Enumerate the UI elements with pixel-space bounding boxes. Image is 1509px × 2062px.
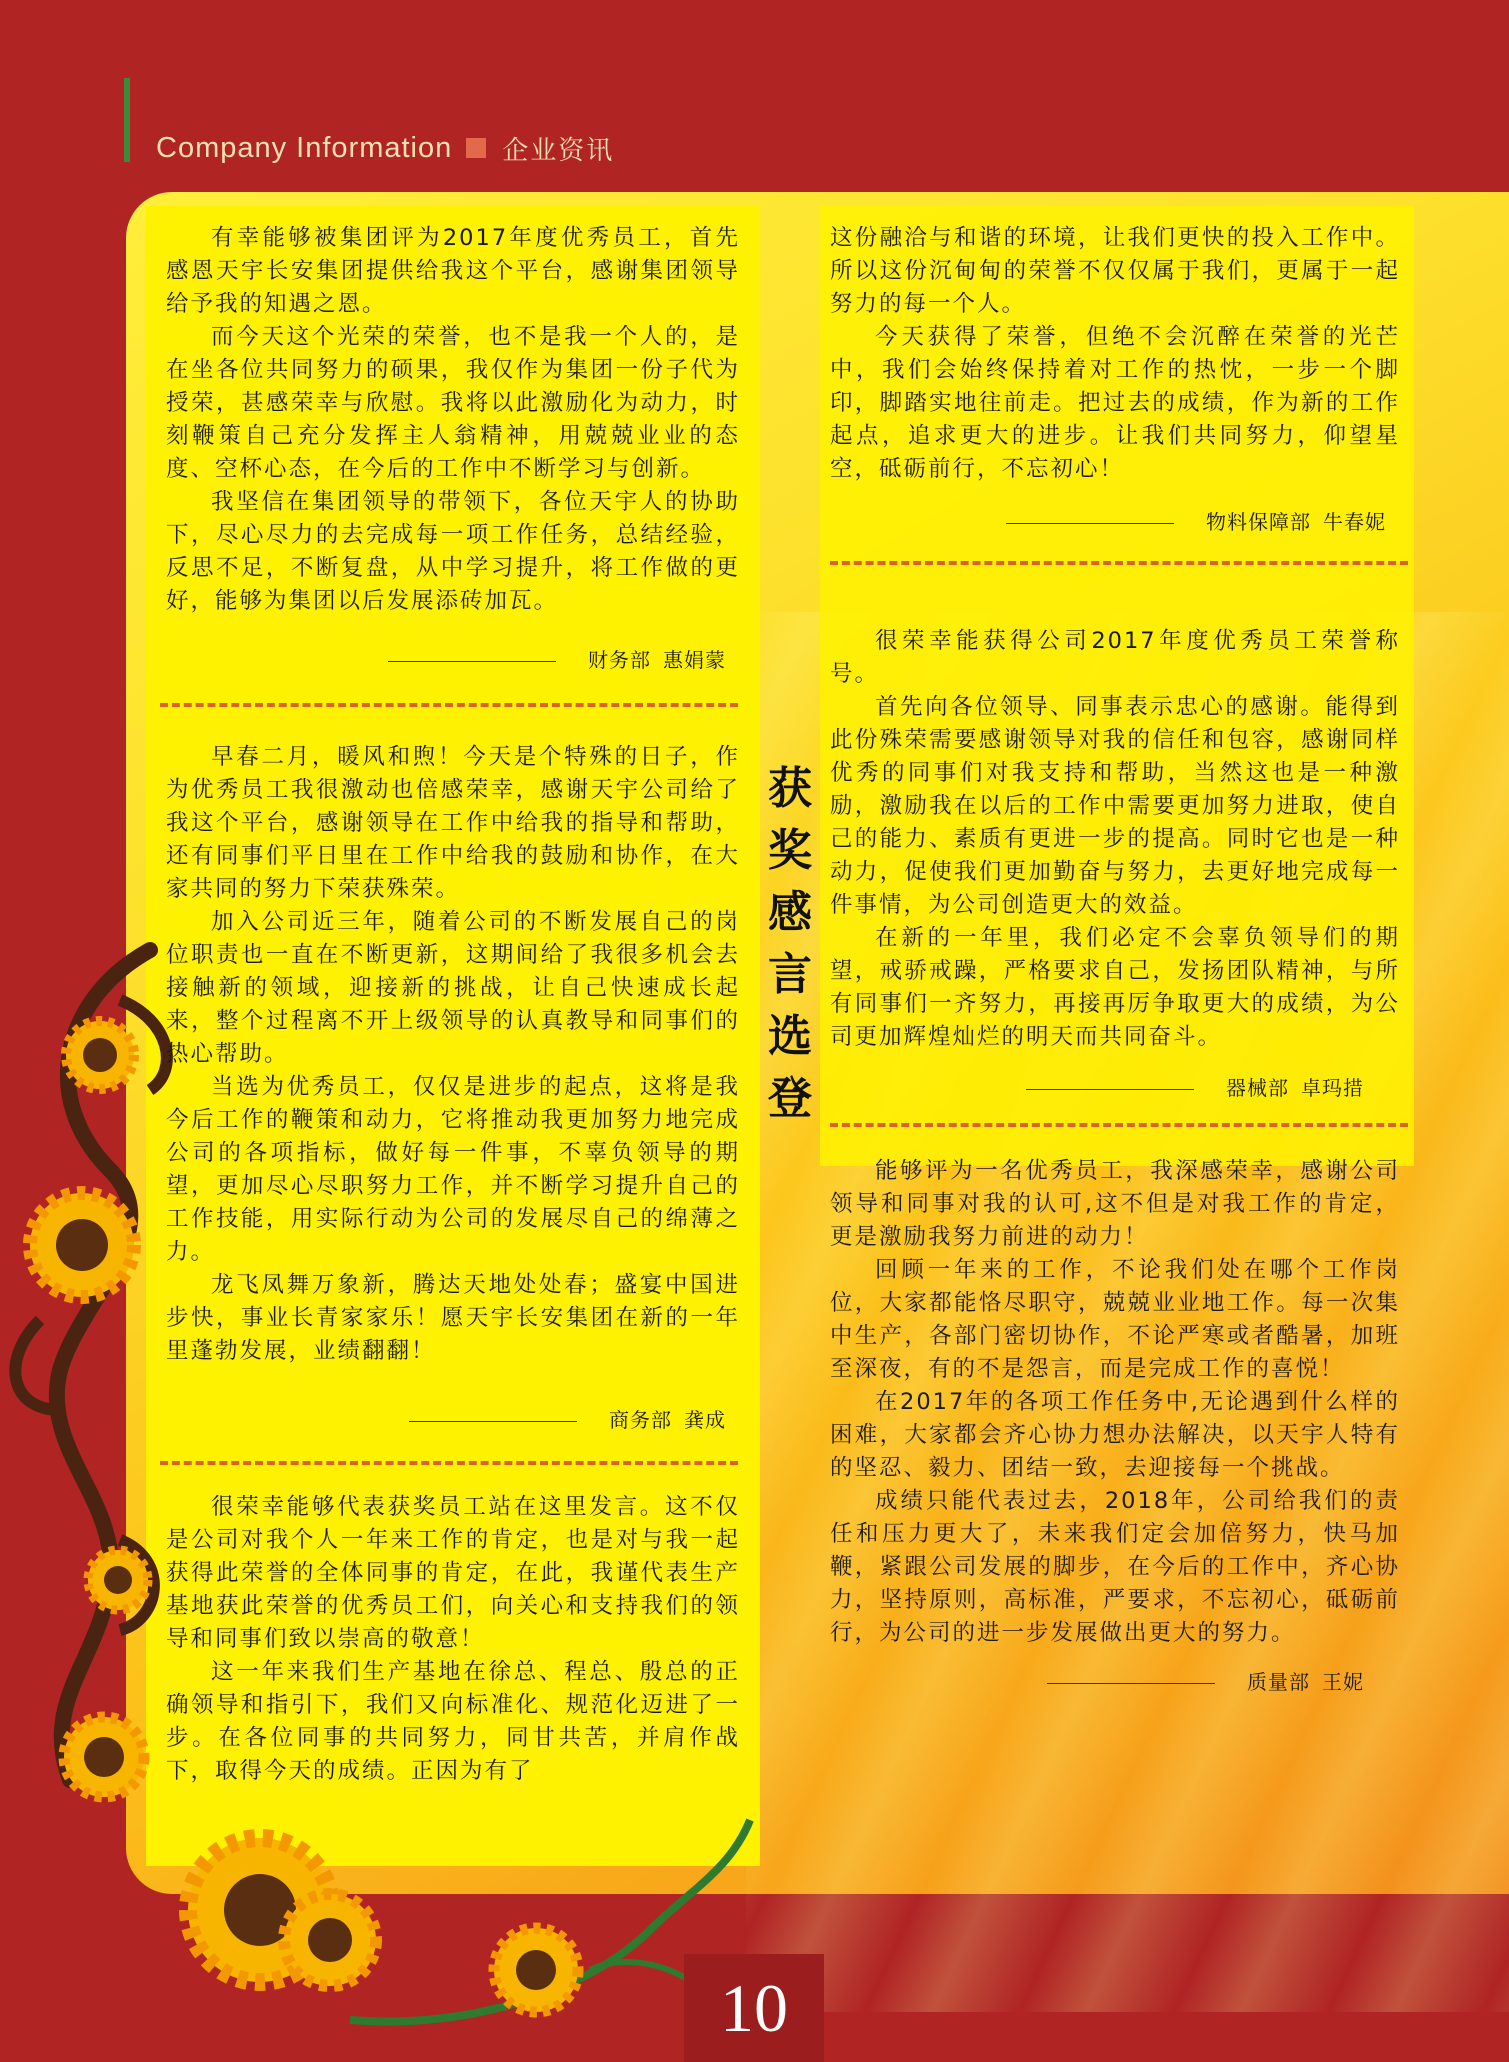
paragraph: 很荣幸能获得公司2017年度优秀员工荣誉称号。 <box>830 628 1400 687</box>
author-signature <box>166 1404 726 1433</box>
signature-line <box>1026 1089 1194 1090</box>
paragraph: 在2017年的各项工作任务中,无论遇到什么样的困难，大家都会齐心协力想办法解决，以天宇人特有的坚忍、毅力、团结一致，去迎接每一个挑战。 <box>830 1389 1400 1481</box>
paragraph: 在新的一年里，我们必定不会辜负领导们的期望，戒骄戒躁，严格要求自己，发扬团队精神，与所有同事们一齐努力，再接再厉争取更大的成绩，为公司更加辉煌灿烂的明天而共同奋斗。 <box>830 925 1400 1050</box>
author-dept: 质量部 <box>1247 1670 1310 1694</box>
page-header <box>156 128 614 168</box>
section-divider <box>830 1123 1408 1127</box>
title-char: 选 <box>768 1011 812 1062</box>
header-square-icon <box>466 138 486 158</box>
author-name: 王妮 <box>1322 1670 1364 1694</box>
article-equipment <box>830 625 1400 1101</box>
header-accent-bar <box>124 78 130 162</box>
section-divider <box>830 561 1408 565</box>
signature-line <box>388 661 556 662</box>
author-dept: 商务部 <box>609 1408 672 1432</box>
paragraph: 首先向各位领导、同事表示忠心的感谢。能得到此份殊荣需要感谢领导对我的信任和包容，感谢同样优秀的同事们对我支持和帮助，当然这也是一种激励，激励我在以后的工作中需要更加努力进取，使自己的能力、素质有更进一步的提高。同时它也是一种动力，促使我们更加勤奋与努力，去更好地完成每一件事情，为公司创造更大的效益。 <box>830 694 1400 918</box>
paragraph: 当选为优秀员工，仅仅是进步的起点，这将是我今后工作的鞭策和动力，它将推动我更加努力地完成公司的各项指标，做好每一件事，不辜负领导的期望，更加尽心尽职努力工作，并不断学习提升自己的工作技能，用实际行动为公司的发展尽自己的绵薄之力。 <box>166 1074 740 1265</box>
header-title-en: Company Information <box>156 131 453 164</box>
header-title-cn: 企业资讯 <box>502 135 615 166</box>
author-signature <box>830 1072 1364 1101</box>
vertical-title <box>760 758 820 1130</box>
paragraph: 很荣幸能够代表获奖员工站在这里发言。这不仅是公司对我个人一年来工作的肯定，也是对与我一起获得此荣誉的全体同事的肯定，在此，我谨代表生产基地获此荣誉的优秀员工们，向关心和支持我们的领导和同事们致以崇高的敬意！ <box>166 1494 740 1652</box>
article-production <box>166 1491 740 1788</box>
title-char: 言 <box>768 949 812 1000</box>
paragraph: 早春二月，暖风和煦！今天是个特殊的日子，作为优秀员工我很激动也倍感荣幸，感谢天宇公司给了我这个平台，感谢领导在工作中给我的指导和帮助，还有同事们平日里在工作中给我的鼓励和协作，在大家共同的努力下荣获殊荣。 <box>166 744 740 902</box>
author-name: 牛春妮 <box>1323 510 1386 534</box>
author-dept: 器械部 <box>1226 1076 1289 1100</box>
signature-line <box>409 1421 577 1422</box>
title-char: 登 <box>768 1073 812 1124</box>
title-char: 感 <box>768 887 812 938</box>
author-signature <box>830 506 1386 535</box>
page-number: 10 <box>720 1969 788 2046</box>
section-divider <box>160 703 738 707</box>
title-char: 奖 <box>768 825 812 876</box>
signature-line <box>1047 1683 1215 1684</box>
paragraph: 回顾一年来的工作，不论我们处在哪个工作岗位，大家都能恪尽职守，兢兢业业地工作。每一次集中生产，各部门密切协作，不论严寒或者酷暑，加班至深夜，有的不是怨言，而是完成工作的喜悦！ <box>830 1257 1400 1382</box>
paragraph: 这一年来我们生产基地在徐总、程总、殷总的正确领导和指引下，我们又向标准化、规范化迈进了一步。在各位同事的共同努力，同甘共苦，并肩作战下，取得今天的成绩。正因为有了 <box>166 1659 740 1784</box>
author-dept: 物料保障部 <box>1206 510 1311 534</box>
paragraph: 这份融洽与和谐的环境，让我们更快的投入工作中。所以这份沉甸甸的荣誉不仅仅属于我们，更属于一起努力的每一个人。 <box>830 225 1400 317</box>
paragraph: 今天获得了荣誉，但绝不会沉醉在荣誉的光芒中，我们会始终保持着对工作的热忱，一步一个脚印，脚踏实地往前走。把过去的成绩，作为新的工作起点，追求更大的进步。让我们共同努力，仰望星空，砥砺前行，不忘初心！ <box>830 324 1400 482</box>
paragraph: 加入公司近三年，随着公司的不断发展自己的岗位职责也一直在不断更新，这期间给了我很多机会去接触新的领域，迎接新的挑战，让自己快速成长起来，整个过程离不开上级领导的认真教导和同事们的热心帮助。 <box>166 909 740 1067</box>
paragraph: 成绩只能代表过去，2018年，公司给我们的责任和压力更大了，未来我们定会加倍努力，快马加鞭，紧跟公司发展的脚步，在今后的工作中，齐心协力，坚持原则，高标准，严要求，不忘初心，砥砺前行，为公司的进一步发展做出更大的努力。 <box>830 1488 1400 1646</box>
article-quality <box>830 1155 1400 1695</box>
paragraph: 能够评为一名优秀员工，我深感荣幸，感谢公司领导和同事对我的认可,这不但是对我工作的肯定，更是激励我努力前进的动力！ <box>830 1158 1400 1250</box>
paragraph: 龙飞凤舞万象新，腾达天地处处春；盛宴中国进步快，事业长青家家乐！愿天宇长安集团在新的一年里蓬勃发展，业绩翻翻！ <box>166 1272 740 1364</box>
author-signature <box>830 1666 1364 1695</box>
author-name: 惠娟蒙 <box>663 648 726 672</box>
article-materials <box>830 222 1400 535</box>
signature-line <box>1006 523 1174 524</box>
section-divider <box>160 1461 738 1465</box>
paragraph: 有幸能够被集团评为2017年度优秀员工，首先感恩天宇长安集团提供给我这个平台，感谢集团领导给予我的知遇之恩。 <box>166 225 740 317</box>
article-business <box>166 741 740 1433</box>
paragraph: 而今天这个光荣的荣誉，也不是我一个人的，是在坐各位共同努力的硕果，我仅作为集团一份子代为授荣，甚感荣幸与欣慰。我将以此激励化为动力，时刻鞭策自己充分发挥主人翁精神，用兢兢业业的态度、空杯心态，在今后的工作中不断学习与创新。 <box>166 324 740 482</box>
paragraph: 我坚信在集团领导的带领下，各位天宇人的协助下，尽心尽力的去完成每一项工作任务，总结经验，反思不足，不断复盘，从中学习提升，将工作做的更好，能够为集团以后发展添砖加瓦。 <box>166 489 740 614</box>
title-char: 获 <box>768 763 812 814</box>
right-column <box>830 222 1400 1695</box>
author-signature <box>166 644 726 673</box>
author-name: 卓玛措 <box>1301 1076 1364 1100</box>
left-column <box>166 222 740 1788</box>
article-finance <box>166 222 740 673</box>
author-name: 龚成 <box>684 1408 726 1432</box>
author-dept: 财务部 <box>588 648 651 672</box>
